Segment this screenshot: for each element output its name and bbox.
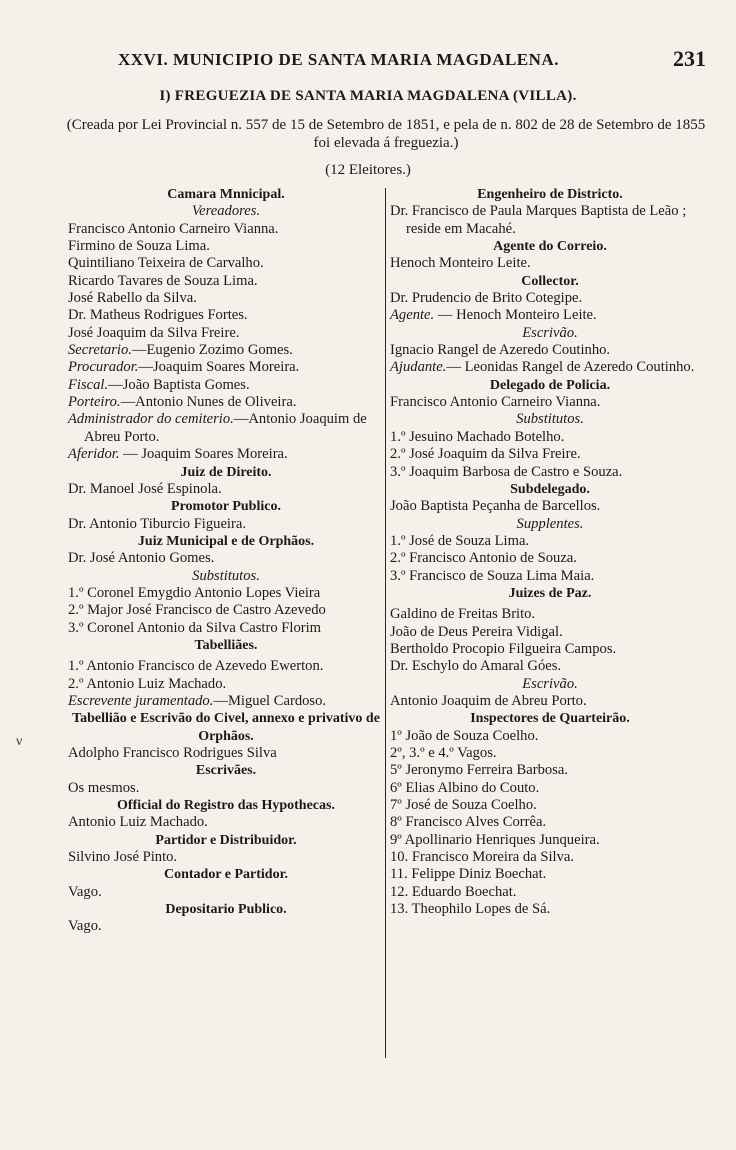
role-name: — Leonidas Rangel de Azeredo Coutinho. [446,359,695,376]
list-item: 2.º José Joaquim da Silva Freire. [390,446,581,463]
depositario-text: Vago. [68,918,102,935]
list-item: 8º Francisco Alves Corrêa. [390,814,547,831]
tabelliaes-heading: Tabelliães. [194,637,258,653]
list-item: 12. Eduardo Boechat. [390,883,517,900]
column-divider [385,188,386,1058]
inspectores-heading: Inspectores de Quarteirão. [470,711,630,727]
role-label: Porteiro. [68,394,121,411]
role-label: Aferidor. [68,446,120,463]
list-item: 1.º Antonio Francisco de Azevedo Ewerton. [68,658,324,675]
list-item: 10. Francisco Moreira da Silva. [390,849,574,866]
list-item: 1.º Jesuino Machado Botelho. [390,428,565,445]
list-item: 3.º Joaquim Barbosa de Castro e Souza. [390,463,623,480]
contador-heading: Contador e Partidor. [163,867,289,883]
promotor-name: Dr. Antonio Tiburcio Figueira. [68,515,246,532]
role-line [68,342,384,359]
subdelegado-heading: Subdelegado. [510,481,590,497]
role-name: —Eugenio Zozimo Gomes. [131,342,293,359]
delegado-name: Francisco Antonio Carneiro Vianna. [390,394,601,411]
list-item: 2.º Francisco Antonio de Souza. [390,550,577,567]
tabelliao-civel-name: Adolpho Francisco Rodrigues Silva [68,745,277,761]
vereadores-subheading: Vereadores. [191,203,261,220]
margin-mark: ν [16,734,23,749]
partidor-name: Silvino José Pinto. [68,849,178,866]
tabelliao-civel-heading: Tabellião e Escrivão do Civel, annexo e privativo de Orphãos. [72,711,380,744]
list-item: 2º, 3.º e 4.º Vagos. [390,745,497,761]
list-item: Dr. Eschylo do Amaral Góes. [390,658,562,675]
correio-name: Henoch Monteiro Leite. [390,255,531,272]
running-title: XXVI. MUNICIPIO DE SANTA MARIA MAGDALENA. [118,50,559,69]
list-item: José Joaquim da Silva Freire. [68,324,240,341]
correio-heading: Agente do Correio. [493,239,607,255]
list-item: 13. Theophilo Lopes de Sá. [390,901,551,918]
list-item: Ricardo Tavares de Souza Lima. [68,272,258,289]
role-line [68,394,384,411]
engenheiro-text: Dr. Francisco de Paula Marques Baptista de Leão ; reside em Macahé. [390,203,687,237]
escrivao-subheading: Escrivão. [522,324,578,341]
role-label: Ajudante. [390,359,447,376]
role-line [68,411,384,446]
role-line [390,359,710,376]
list-item: 9º Apollinario Henriques Junqueira. [390,831,600,848]
partidor-heading: Partidor e Distribuidor. [155,832,297,848]
juiz-municipal-heading: Juiz Municipal e de Orphãos. [137,533,315,549]
registro-heading: Official do Registro das Hypothecas. [117,798,335,814]
juiz-direito-heading: Juiz de Direito. [180,464,272,480]
role-line [68,446,384,463]
role-name: — Henoch Monteiro Leite. [434,307,597,324]
right-column [390,186,710,918]
electors-count: (12 Eleitores.) [325,162,411,178]
substitutos-subheading: Substitutos. [192,567,260,584]
role-name: —Antonio Nunes de Oliveira. [120,394,297,411]
role-label: Agente. [390,307,435,324]
list-item: 2.º Major José Francisco de Castro Azevedo [68,602,326,619]
list-item: Bertholdo Procopio Filgueira Campos. [390,640,617,657]
role-label: Fiscal. [68,376,109,393]
section-title: I) FREGUEZIA DE SANTA MARIA MAGDALENA (VILLA). [159,88,577,104]
role-name: —Miguel Cardoso. [213,692,327,709]
list-item: Quintiliano Teixeira de Carvalho. [68,255,264,272]
juizes-paz-escrivao: Antonio Joaquim de Abreu Porto. [390,692,587,709]
role-label: Secretario. [68,342,132,359]
role-line [68,693,384,710]
contador-text: Vago. [68,883,102,900]
depositario-heading: Depositario Publico. [165,902,287,918]
registro-name: Antonio Luiz Machado. [68,814,208,831]
engenheiro-heading: Engenheiro de Districto. [477,187,623,202]
role-name: —João Baptista Gomes. [108,376,250,393]
camara-heading: Camara Mnnicipal. [167,187,285,202]
list-item: Dr. Matheus Rodrigues Fortes. [68,307,248,324]
escrivao-subheading: Escrivão. [522,675,578,692]
collector-escrivao: Ignacio Rangel de Azeredo Coutinho. [390,342,611,359]
list-item: 2.º Antonio Luiz Machado. [68,675,227,692]
list-item: 3.º Francisco de Souza Lima Maia. [390,567,595,584]
promotor-heading: Promotor Publico. [171,499,281,515]
vereadores-list [68,221,384,342]
subdelegado-name: João Baptista Peçanha de Barcellos. [390,498,601,515]
role-label: Administrador do cemiterio. [68,411,234,428]
collector-name: Dr. Prudencio de Brito Cotegipe. [390,290,583,307]
delegado-heading: Delegado de Policia. [489,377,611,393]
role-name: —Antonio Joaquim de Abreu Porto. [84,411,367,445]
role-name: —Joaquim Soares Moreira. [138,359,300,376]
collector-heading: Collector. [521,273,579,289]
list-item: Firmino de Souza Lima. [68,238,210,255]
left-column [68,186,384,936]
list-item: Galdino de Freitas Brito. [390,606,536,623]
escrivaes-text: Os mesmos. [68,779,140,796]
supplentes-subheading: Supplentes. [516,515,584,532]
list-item: 3.º Coronel Antonio da Silva Castro Florim [68,619,322,636]
page-number: 231 [673,46,706,71]
role-label: Procurador. [68,359,139,376]
role-line [68,377,384,394]
role-line [390,307,710,324]
list-item: José Rabello da Silva. [68,290,197,307]
role-line [68,359,384,376]
escrivaes-heading: Escrivães. [195,763,257,779]
creation-note: (Creada por Lei Provincial n. 557 de 15 de Setembro de 1851, e pela de n. 802 de 28 de Setembro de 1855 foi elevada á freguezia.) [66,117,706,151]
list-item: 6º Elias Albino do Couto. [390,779,540,796]
juiz-direito-name: Dr. Manoel José Espinola. [68,480,222,497]
list-item: 1.º Coronel Emygdio Antonio Lopes Vieira [68,584,321,601]
list-item: 1º João de Souza Coelho. [390,727,539,744]
list-item: 11. Felippe Diniz Boechat. [390,866,547,883]
juizes-paz-heading: Juizes de Paz. [508,585,592,601]
substitutos-subheading: Substitutos. [516,411,584,428]
role-label: Escrevente juramentado. [68,692,214,709]
list-item: 1.º José de Souza Lima. [390,532,530,549]
list-item: 5º Jeronymo Ferreira Barbosa. [390,762,568,779]
role-name: — Joaquim Soares Moreira. [119,446,288,463]
list-item: João de Deus Pereira Vidigal. [390,623,563,640]
list-item: Francisco Antonio Carneiro Vianna. [68,220,279,237]
list-item: 7º José de Souza Coelho. [390,797,537,814]
juiz-municipal-name: Dr. José Antonio Gomes. [68,550,215,567]
